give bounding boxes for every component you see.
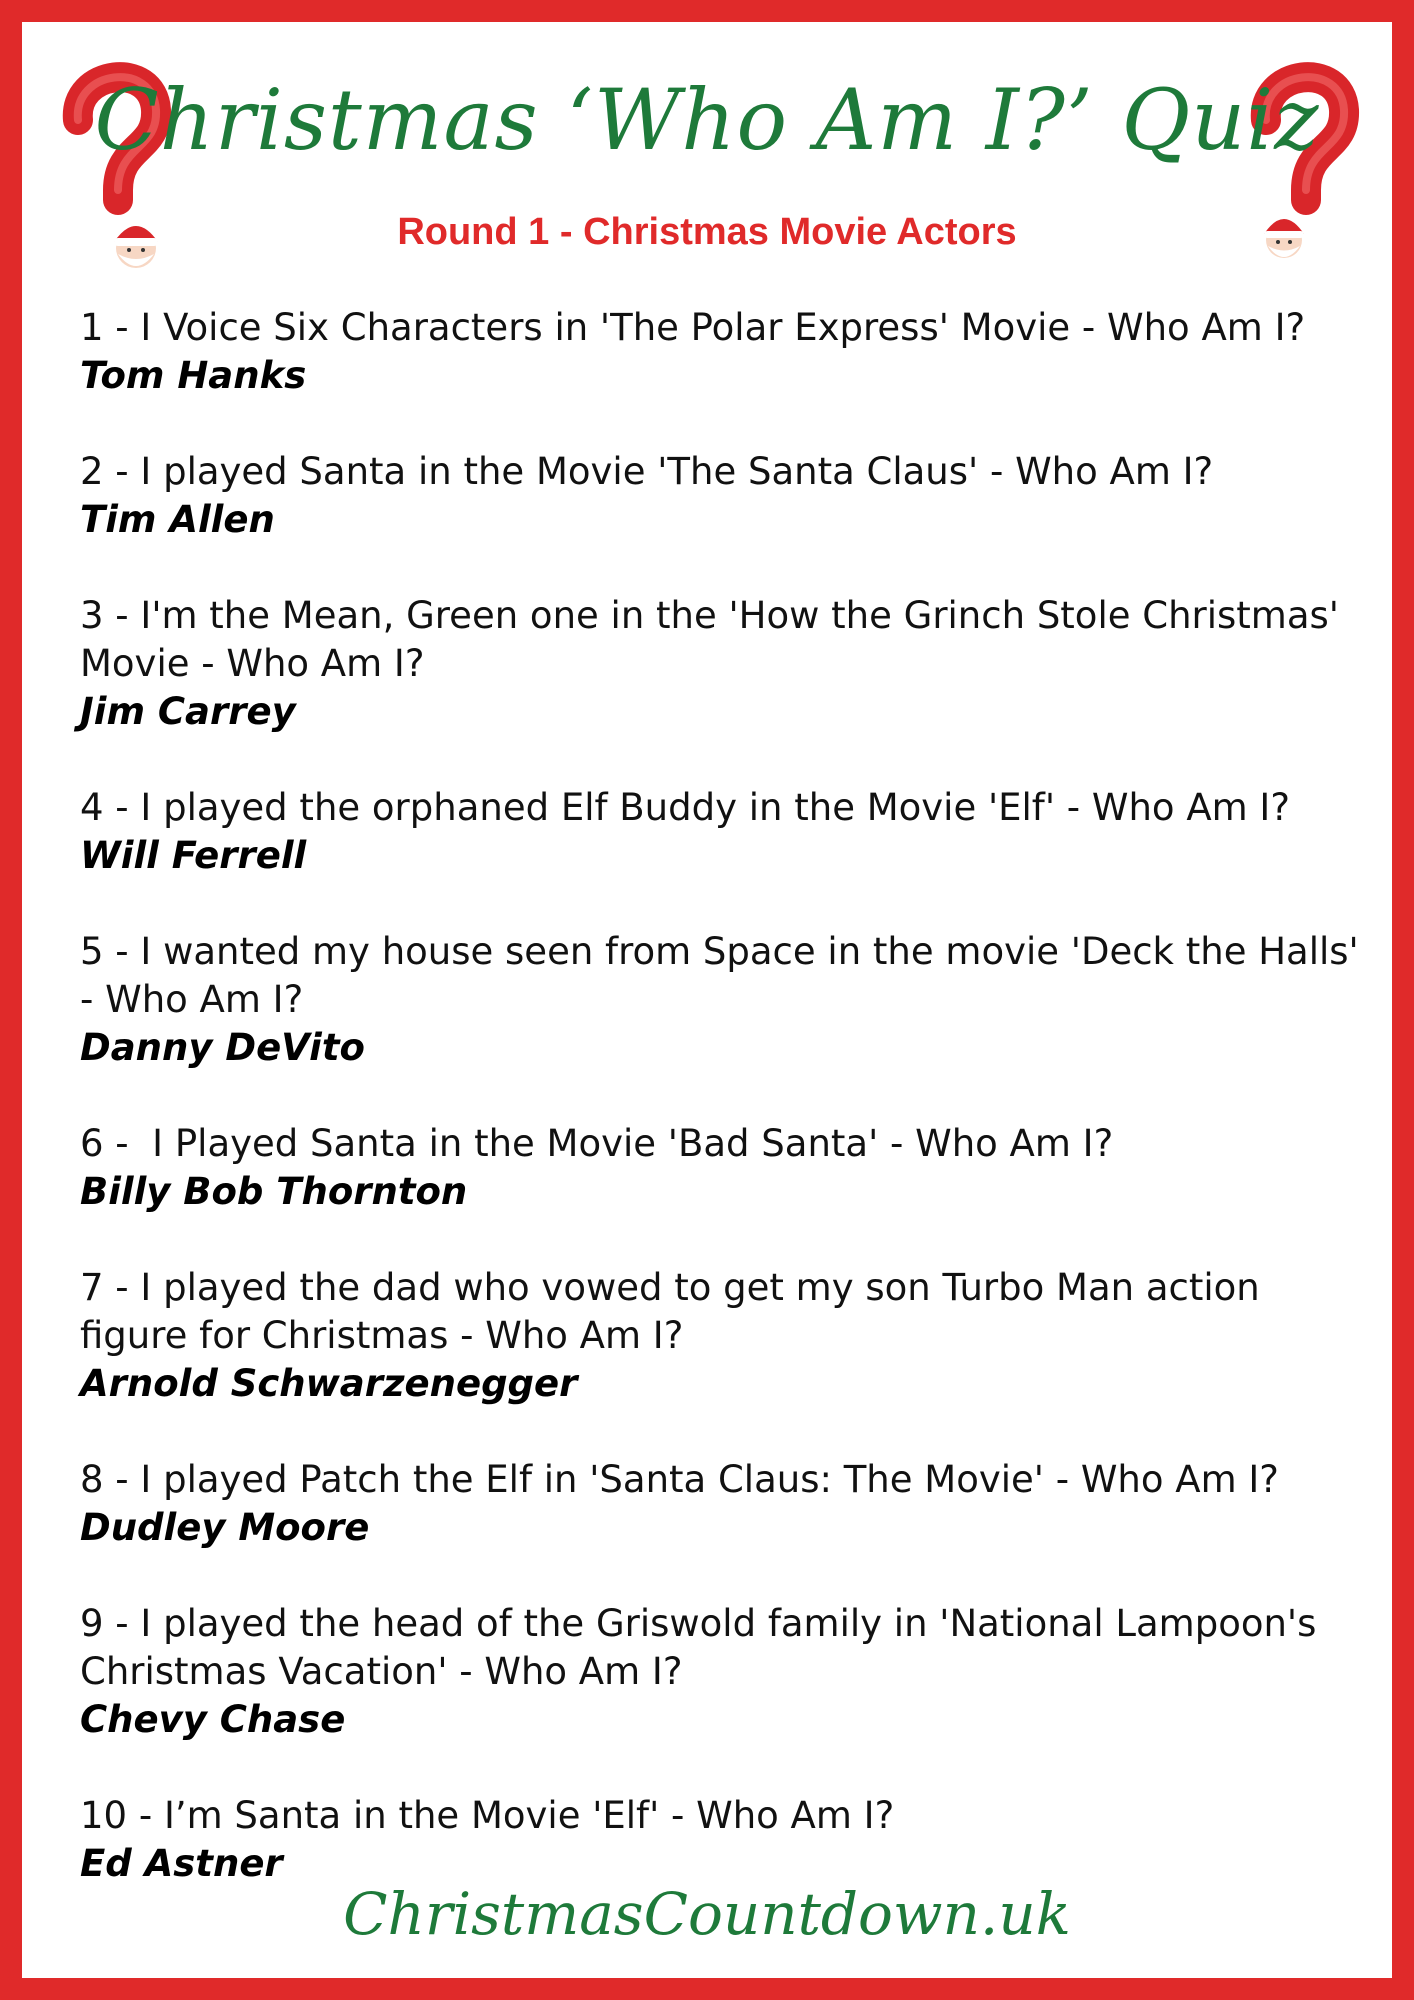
question-item bbox=[80, 1120, 1362, 1216]
answer-text: Jim Carrey bbox=[80, 690, 296, 733]
round-subtitle: Round 1 - Christmas Movie Actors bbox=[397, 211, 1017, 253]
question-text: 8 - I played Patch the Elf in 'Santa Claus: The Movie' - Who Am I? bbox=[80, 1458, 1279, 1501]
answer-text: Chevy Chase bbox=[80, 1698, 346, 1741]
question-text: 6 - I Played Santa in the Movie 'Bad Santa' - Who Am I? bbox=[80, 1122, 1114, 1165]
question-text: 9 - I played the head of the Griswold family in 'National Lampoon's Christmas Vacation' - Who Am I? bbox=[80, 1602, 1329, 1693]
answer-text: Ed Astner bbox=[80, 1842, 283, 1885]
question-text: 5 - I wanted my house seen from Space in the movie 'Deck the Halls' - Who Am I? bbox=[80, 930, 1371, 1021]
answer-text: Danny DeVito bbox=[80, 1026, 365, 1069]
question-item bbox=[80, 1264, 1362, 1408]
page-title: Christmas ‘Who Am I?’ Quiz bbox=[94, 71, 1320, 169]
footer-site-name: ChristmasCountdown.uk bbox=[343, 1880, 1071, 1948]
question-item bbox=[80, 448, 1362, 544]
question-text: 3 - I'm the Mean, Green one in the 'How the Grinch Stole Christmas' Movie - Who Am I? bbox=[80, 594, 1351, 685]
question-text: 1 - I Voice Six Characters in 'The Polar Express' Movie - Who Am I? bbox=[80, 306, 1306, 349]
question-list bbox=[80, 304, 1371, 1936]
question-text: 4 - I played the orphaned Elf Buddy in the Movie 'Elf' - Who Am I? bbox=[80, 786, 1290, 829]
question-item bbox=[80, 784, 1362, 880]
question-text: 7 - I played the dad who vowed to get my son Turbo Man action figure for Christmas - Who Am I? bbox=[80, 1266, 1272, 1357]
answer-text: Tom Hanks bbox=[80, 354, 307, 397]
question-item bbox=[80, 304, 1362, 400]
answer-text: Arnold Schwarzenegger bbox=[80, 1362, 578, 1405]
question-item bbox=[80, 1456, 1362, 1552]
answer-text: Will Ferrell bbox=[80, 834, 307, 877]
question-item bbox=[80, 1600, 1362, 1744]
answer-text: Dudley Moore bbox=[80, 1506, 370, 1549]
answer-text: Billy Bob Thornton bbox=[80, 1170, 468, 1213]
answer-text: Tim Allen bbox=[80, 498, 275, 541]
question-item bbox=[80, 592, 1362, 736]
question-text: 2 - I played Santa in the Movie 'The Santa Claus' - Who Am I? bbox=[80, 450, 1214, 493]
question-text: 10 - I’m Santa in the Movie 'Elf' - Who Am I? bbox=[80, 1794, 895, 1837]
question-item bbox=[80, 928, 1371, 1072]
question-item bbox=[80, 1792, 1362, 1888]
